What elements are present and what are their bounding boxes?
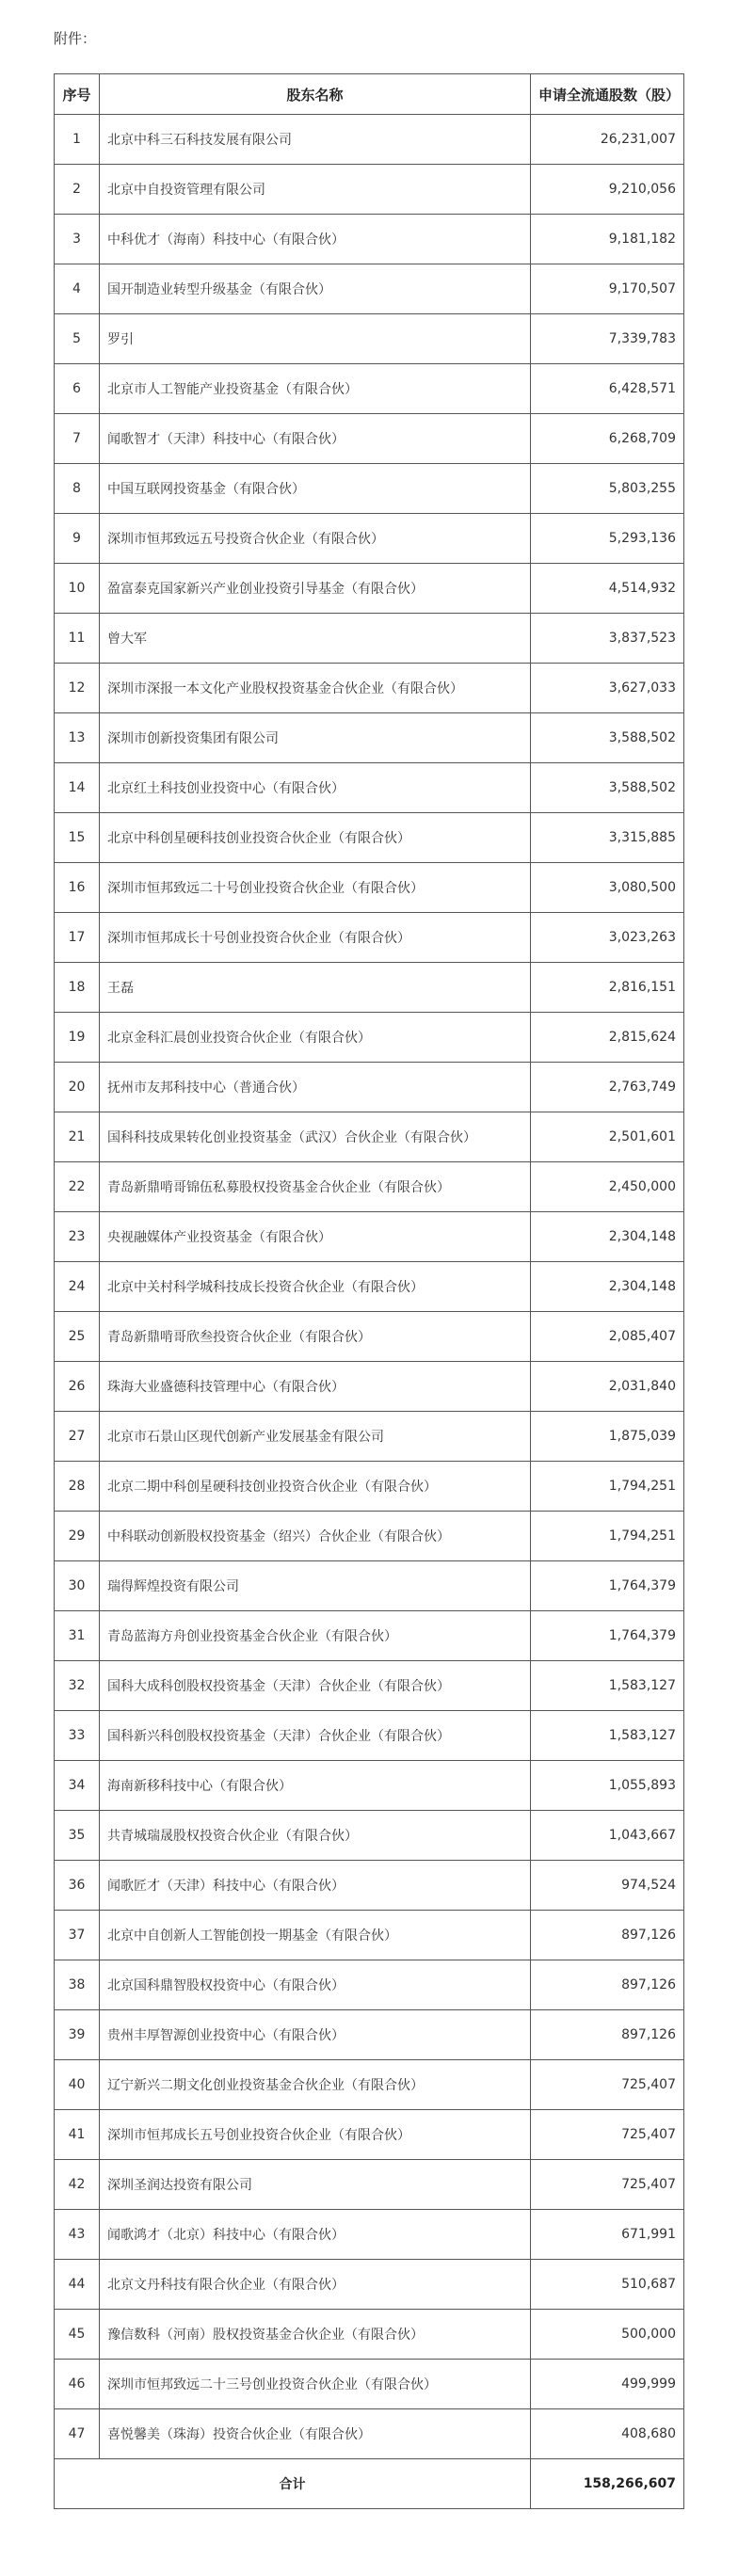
row-shares: 3,023,263 [531, 913, 684, 963]
table-row [55, 1960, 684, 2010]
row-shares: 3,588,502 [531, 763, 684, 813]
table-row [55, 1162, 684, 1212]
row-shareholder-name: 深圳市创新投资集团有限公司 [100, 713, 531, 763]
table-row [55, 1711, 684, 1761]
row-index: 45 [55, 2310, 100, 2360]
table-row [55, 464, 684, 514]
row-shareholder-name: 中科联动创新股权投资基金（绍兴）合伙企业（有限合伙） [100, 1512, 531, 1561]
row-shares: 500,000 [531, 2310, 684, 2360]
row-shares: 671,991 [531, 2210, 684, 2260]
row-index: 14 [55, 763, 100, 813]
row-shareholder-name: 豫信数科（河南）股权投资基金合伙企业（有限合伙） [100, 2310, 531, 2360]
table-row [55, 1661, 684, 1711]
row-index: 40 [55, 2060, 100, 2110]
row-shareholder-name: 青岛新鼎啃哥锦伍私募股权投资基金合伙企业（有限合伙） [100, 1162, 531, 1212]
row-index: 32 [55, 1661, 100, 1711]
row-shares: 1,583,127 [531, 1711, 684, 1761]
table-row [55, 414, 684, 464]
total-label: 合计 [55, 2459, 531, 2509]
row-shareholder-name: 辽宁新兴二期文化创业投资基金合伙企业（有限合伙） [100, 2060, 531, 2110]
table-row [55, 1312, 684, 1362]
row-shareholder-name: 北京中科创星硬科技创业投资合伙企业（有限合伙） [100, 813, 531, 863]
table-row [55, 115, 684, 165]
table-row [55, 614, 684, 664]
row-index: 30 [55, 1561, 100, 1611]
table-row [55, 1063, 684, 1112]
row-index: 9 [55, 514, 100, 564]
table-header-row [55, 74, 684, 115]
row-shareholder-name: 闻歌智才（天津）科技中心（有限合伙） [100, 414, 531, 464]
table-row [55, 1013, 684, 1063]
row-shares: 499,999 [531, 2360, 684, 2409]
row-index: 2 [55, 165, 100, 215]
row-shareholder-name: 北京国科鼎智股权投资中心（有限合伙） [100, 1960, 531, 2010]
row-shares: 1,875,039 [531, 1412, 684, 1462]
row-shares: 2,815,624 [531, 1013, 684, 1063]
row-shareholder-name: 国开制造业转型升级基金（有限合伙） [100, 264, 531, 314]
row-shareholder-name: 北京市石景山区现代创新产业发展基金有限公司 [100, 1412, 531, 1462]
row-shares: 725,407 [531, 2160, 684, 2210]
table-row [55, 514, 684, 564]
table-row [55, 813, 684, 863]
row-shareholder-name: 国科新兴科创股权投资基金（天津）合伙企业（有限合伙） [100, 1711, 531, 1761]
row-shares: 974,524 [531, 1861, 684, 1911]
row-shares: 408,680 [531, 2409, 684, 2459]
row-shares: 2,304,148 [531, 1212, 684, 1262]
row-shareholder-name: 喜悦馨美（珠海）投资合伙企业（有限合伙） [100, 2409, 531, 2459]
row-shareholder-name: 闻歌匠才（天津）科技中心（有限合伙） [100, 1861, 531, 1911]
row-index: 4 [55, 264, 100, 314]
table-row [55, 2260, 684, 2310]
total-row [55, 2459, 684, 2509]
row-shares: 1,794,251 [531, 1512, 684, 1561]
row-index: 38 [55, 1960, 100, 2010]
table-row [55, 1761, 684, 1811]
table-row [55, 1512, 684, 1561]
table-row [55, 713, 684, 763]
row-index: 5 [55, 314, 100, 364]
row-index: 47 [55, 2409, 100, 2459]
row-shares: 1,764,379 [531, 1611, 684, 1661]
row-shareholder-name: 王磊 [100, 963, 531, 1013]
row-index: 39 [55, 2010, 100, 2060]
row-shareholder-name: 深圳圣润达投资有限公司 [100, 2160, 531, 2210]
row-index: 41 [55, 2110, 100, 2160]
attachment-label: 附件： [54, 30, 97, 47]
table-row [55, 2160, 684, 2210]
table-row [55, 1462, 684, 1512]
row-shareholder-name: 北京红土科技创业投资中心（有限合伙） [100, 763, 531, 813]
row-shares: 9,170,507 [531, 264, 684, 314]
row-shareholder-name: 北京中自投资管理有限公司 [100, 165, 531, 215]
row-index: 16 [55, 863, 100, 913]
row-shares: 725,407 [531, 2110, 684, 2160]
table-row [55, 1362, 684, 1412]
row-index: 24 [55, 1262, 100, 1312]
row-index: 8 [55, 464, 100, 514]
table-row [55, 314, 684, 364]
row-shares: 3,315,885 [531, 813, 684, 863]
table-row [55, 1212, 684, 1262]
row-index: 35 [55, 1811, 100, 1861]
row-shareholder-name: 深圳市恒邦致远五号投资合伙企业（有限合伙） [100, 514, 531, 564]
table-row [55, 1112, 684, 1162]
table-row [55, 165, 684, 215]
row-shareholder-name: 青岛蓝海方舟创业投资基金合伙企业（有限合伙） [100, 1611, 531, 1661]
row-shares: 897,126 [531, 1911, 684, 1960]
row-shareholder-name: 北京二期中科创星硬科技创业投资合伙企业（有限合伙） [100, 1462, 531, 1512]
row-index: 15 [55, 813, 100, 863]
row-shareholder-name: 闻歌鸿才（北京）科技中心（有限合伙） [100, 2210, 531, 2260]
table-row [55, 264, 684, 314]
row-shares: 2,763,749 [531, 1063, 684, 1112]
table-row [55, 763, 684, 813]
table-row [55, 1911, 684, 1960]
row-shareholder-name: 共青城瑞晟股权投资合伙企业（有限合伙） [100, 1811, 531, 1861]
table-row [55, 1262, 684, 1312]
header-shares: 申请全流通股数（股） [531, 74, 684, 115]
row-shares: 3,080,500 [531, 863, 684, 913]
row-index: 28 [55, 1462, 100, 1512]
row-shares: 1,043,667 [531, 1811, 684, 1861]
row-shareholder-name: 青岛新鼎啃哥欣叁投资合伙企业（有限合伙） [100, 1312, 531, 1362]
row-shares: 9,181,182 [531, 215, 684, 264]
shareholder-table [54, 73, 684, 2509]
row-shareholder-name: 国科科技成果转化创业投资基金（武汉）合伙企业（有限合伙） [100, 1112, 531, 1162]
row-shareholder-name: 深圳市恒邦成长五号创业投资合伙企业（有限合伙） [100, 2110, 531, 2160]
row-shareholder-name: 珠海大业盛德科技管理中心（有限合伙） [100, 1362, 531, 1412]
row-shareholder-name: 盈富泰克国家新兴产业创业投资引导基金（有限合伙） [100, 564, 531, 614]
header-index: 序号 [55, 74, 100, 115]
row-shares: 510,687 [531, 2260, 684, 2310]
table-row [55, 215, 684, 264]
row-shares: 3,588,502 [531, 713, 684, 763]
row-shares: 2,450,000 [531, 1162, 684, 1212]
row-index: 3 [55, 215, 100, 264]
table-row [55, 364, 684, 414]
table-row [55, 2010, 684, 2060]
row-shareholder-name: 深圳市恒邦致远二十三号创业投资合伙企业（有限合伙） [100, 2360, 531, 2409]
row-shareholder-name: 中国互联网投资基金（有限合伙） [100, 464, 531, 514]
row-index: 46 [55, 2360, 100, 2409]
row-index: 11 [55, 614, 100, 664]
row-shareholder-name: 海南新移科技中心（有限合伙） [100, 1761, 531, 1811]
row-index: 13 [55, 713, 100, 763]
row-index: 42 [55, 2160, 100, 2210]
header-shareholder-name: 股东名称 [100, 74, 531, 115]
row-index: 17 [55, 913, 100, 963]
row-index: 10 [55, 564, 100, 614]
row-index: 31 [55, 1611, 100, 1661]
row-shareholder-name: 北京市人工智能产业投资基金（有限合伙） [100, 364, 531, 414]
table-row [55, 1611, 684, 1661]
row-index: 33 [55, 1711, 100, 1761]
row-shareholder-name: 罗引 [100, 314, 531, 364]
row-shareholder-name: 央视融媒体产业投资基金（有限合伙） [100, 1212, 531, 1262]
row-shares: 2,501,601 [531, 1112, 684, 1162]
table-row [55, 963, 684, 1013]
row-shareholder-name: 曾大军 [100, 614, 531, 664]
row-index: 20 [55, 1063, 100, 1112]
row-shares: 9,210,056 [531, 165, 684, 215]
row-shares: 1,055,893 [531, 1761, 684, 1811]
row-shareholder-name: 北京中关村科学城科技成长投资合伙企业（有限合伙） [100, 1262, 531, 1312]
table-row [55, 1561, 684, 1611]
row-shares: 3,837,523 [531, 614, 684, 664]
row-index: 21 [55, 1112, 100, 1162]
row-shares: 3,627,033 [531, 664, 684, 713]
row-shareholder-name: 深圳市恒邦成长十号创业投资合伙企业（有限合伙） [100, 913, 531, 963]
table-body [55, 115, 684, 2459]
row-shareholder-name: 北京金科汇晨创业投资合伙企业（有限合伙） [100, 1013, 531, 1063]
row-shares: 2,816,151 [531, 963, 684, 1013]
row-index: 22 [55, 1162, 100, 1212]
row-shareholder-name: 抚州市友邦科技中心（普通合伙） [100, 1063, 531, 1112]
row-index: 19 [55, 1013, 100, 1063]
row-shares: 897,126 [531, 2010, 684, 2060]
row-shareholder-name: 贵州丰厚智源创业投资中心（有限合伙） [100, 2010, 531, 2060]
row-shares: 26,231,007 [531, 115, 684, 165]
row-index: 12 [55, 664, 100, 713]
row-shareholder-name: 北京中科三石科技发展有限公司 [100, 115, 531, 165]
table-row [55, 2210, 684, 2260]
table-row [55, 913, 684, 963]
row-index: 44 [55, 2260, 100, 2310]
row-shares: 4,514,932 [531, 564, 684, 614]
row-shares: 6,428,571 [531, 364, 684, 414]
row-shares: 1,794,251 [531, 1462, 684, 1512]
row-shares: 6,268,709 [531, 414, 684, 464]
row-index: 18 [55, 963, 100, 1013]
row-index: 6 [55, 364, 100, 414]
row-shareholder-name: 国科大成科创股权投资基金（天津）合伙企业（有限合伙） [100, 1661, 531, 1711]
table-row [55, 2360, 684, 2409]
row-index: 36 [55, 1861, 100, 1911]
row-index: 23 [55, 1212, 100, 1262]
row-shares: 897,126 [531, 1960, 684, 2010]
row-index: 1 [55, 115, 100, 165]
row-index: 37 [55, 1911, 100, 1960]
table-row [55, 2409, 684, 2459]
row-index: 7 [55, 414, 100, 464]
table-row [55, 664, 684, 713]
row-index: 27 [55, 1412, 100, 1462]
row-shares: 1,764,379 [531, 1561, 684, 1611]
row-shares: 7,339,783 [531, 314, 684, 364]
row-index: 26 [55, 1362, 100, 1412]
row-shares: 2,304,148 [531, 1262, 684, 1312]
table-row [55, 2060, 684, 2110]
row-shares: 5,293,136 [531, 514, 684, 564]
row-shares: 725,407 [531, 2060, 684, 2110]
table-row [55, 1811, 684, 1861]
total-shares: 158,266,607 [531, 2459, 684, 2509]
row-shareholder-name: 北京中自创新人工智能创投一期基金（有限合伙） [100, 1911, 531, 1960]
table-row [55, 1412, 684, 1462]
row-index: 25 [55, 1312, 100, 1362]
row-shares: 5,803,255 [531, 464, 684, 514]
row-index: 43 [55, 2210, 100, 2260]
row-shareholder-name: 瑞得辉煌投资有限公司 [100, 1561, 531, 1611]
row-shares: 1,583,127 [531, 1661, 684, 1711]
table-row [55, 564, 684, 614]
row-index: 29 [55, 1512, 100, 1561]
row-index: 34 [55, 1761, 100, 1811]
row-shareholder-name: 深圳市深报一本文化产业股权投资基金合伙企业（有限合伙） [100, 664, 531, 713]
row-shares: 2,031,840 [531, 1362, 684, 1412]
row-shareholder-name: 中科优才（海南）科技中心（有限合伙） [100, 215, 531, 264]
row-shareholder-name: 深圳市恒邦致远二十号创业投资合伙企业（有限合伙） [100, 863, 531, 913]
table-row [55, 1861, 684, 1911]
table-row [55, 2110, 684, 2160]
table-row [55, 863, 684, 913]
row-shares: 2,085,407 [531, 1312, 684, 1362]
row-shareholder-name: 北京文丹科技有限合伙企业（有限合伙） [100, 2260, 531, 2310]
table-row [55, 2310, 684, 2360]
